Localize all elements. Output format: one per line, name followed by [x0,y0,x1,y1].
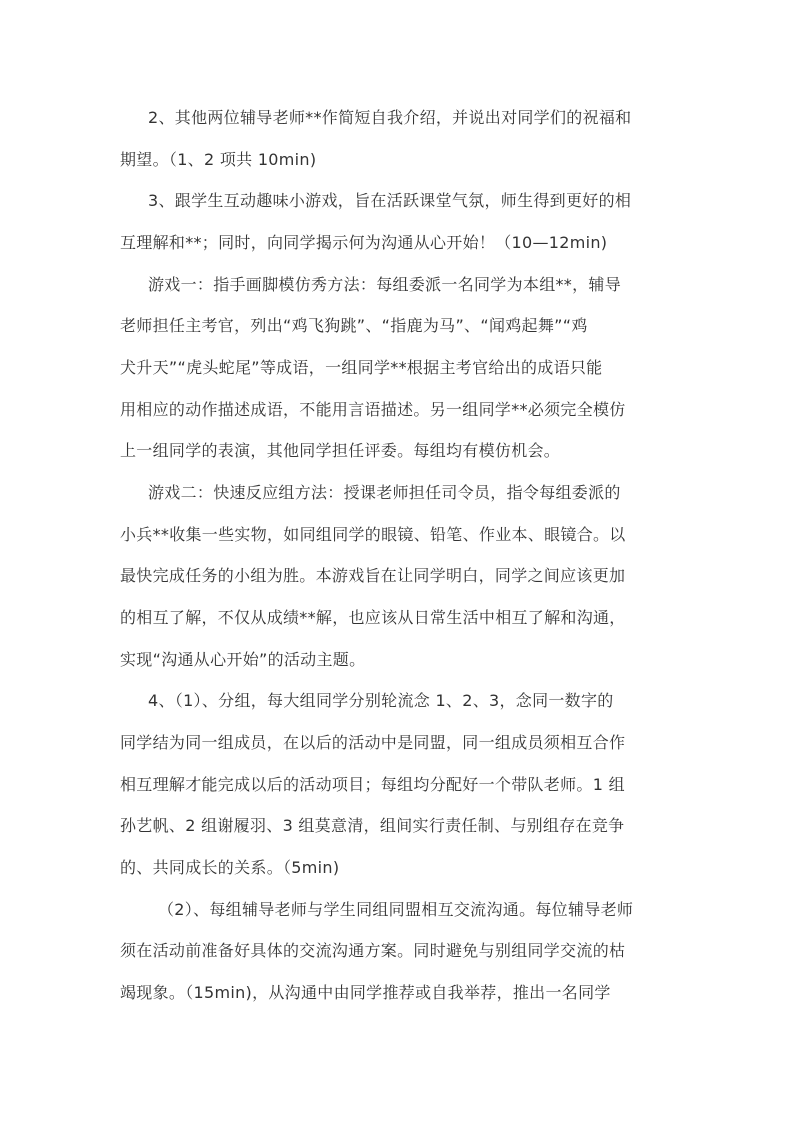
text-line-6: 老师担任主考官，列出“鸡飞狗跳”、“指鹿为马”、“闻鸡起舞”“鸡 [120,316,588,335]
text-line-3: 3、跟学生互动趣味小游戏，旨在活跃课堂气氛，师生得到更好的相 [148,191,632,210]
text-line-4: 互理解和**；同时，向同学揭示何为沟通从心开始！（10—12min) [120,233,608,252]
text-line-8: 用相应的动作描述成语，不能用言语描述。另一组同学**必须完全模仿 [120,400,626,419]
text-line-5: 游戏一：指手画脚模仿秀方法：每组委派一名同学为本组**，辅导 [148,275,622,294]
text-line-7: 犬升天”“虎头蛇尾”等成语，一组同学**根据主考官给出的成语只能 [120,358,603,377]
text-line-22: 竭现象。（15min)，从沟通中由同学推荐或自我举荐，推出一名同学 [120,983,611,1002]
text-line-10: 游戏二：快速反应组方法：授课老师担任司令员，指令每组委派的 [148,483,621,502]
text-line-11: 小兵**收集一些实物，如同组同学的眼镜、铅笔、作业本、眼镜合。以 [120,525,626,544]
text-line-19: 的、共同成长的关系。（5min) [120,858,340,877]
text-line-16: 同学结为同一组成员，在以后的活动中是同盟，同一组成员须相互合作 [120,733,626,752]
text-line-2: 期望。（1、2 项共 10min) [120,150,317,169]
text-line-18: 孙艺帆、2 组谢履羽、3 组莫意清，组间实行责任制、与别组存在竞争 [120,816,625,835]
text-line-13: 的相互了解，不仅从成绩**解，也应该从日常生活中相互了解和沟通， [120,608,626,627]
text-line-17: 相互理解才能完成以后的活动项目；每组均分配好一个带队老师。1 组 [120,775,625,794]
text-line-14: 实现“沟通从心开始”的活动主题。 [120,650,366,669]
text-line-21: 须在活动前准备好具体的交流沟通方案。同时避免与别组同学交流的枯 [120,941,626,960]
text-line-1: 2、其他两位辅导老师**作简短自我介绍，并说出对同学们的祝福和 [148,108,632,127]
text-line-12: 最快完成任务的小组为胜。本游戏旨在让同学明白，同学之间应该更加 [120,566,626,585]
text-line-9: 上一组同学的表演，其他同学担任评委。每组均有模仿机会。 [120,441,561,460]
text-line-20: （2）、每组辅导老师与学生同组同盟相互交流沟通。每位辅导老师 [158,900,634,919]
text-line-15: 4、（1）、分组，每大组同学分别轮流念 1、2、3，念同一数字的 [148,691,614,710]
